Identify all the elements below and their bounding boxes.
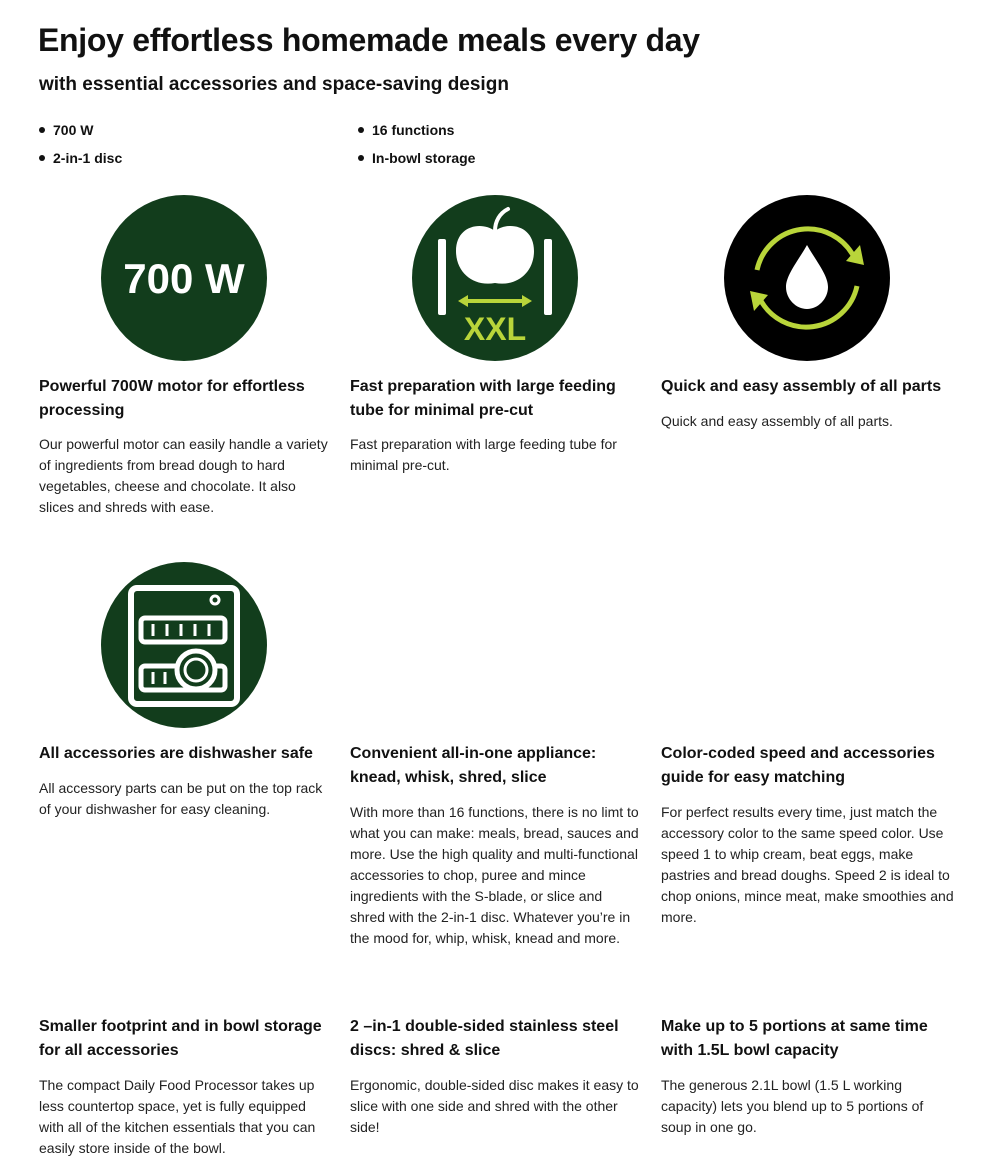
- feature-title: Make up to 5 portions at same time with 1.5L bowl capacity: [661, 1018, 928, 1059]
- motor-power-label: 700 W: [123, 255, 245, 302]
- feature-description: All accessory parts can be put on the top rack of your dishwasher for easy cleaning.: [39, 780, 323, 817]
- feature-description: Ergonomic, double-sided disc makes it easy to slice with one side and shred with the other side!: [350, 1077, 639, 1135]
- bullet-dot-icon: [358, 127, 364, 133]
- page-title: Enjoy effortless homemade meals every day: [38, 22, 700, 58]
- feature-description: For perfect results every time, just match the accessory color to the same speed color. Use speed 1 to whip cream, beat eggs, make pastries and bread doughs. Speed 2 is ideal to chop onions, mince meat, make smoothies and more.: [661, 804, 954, 925]
- bullet-dot-icon: [39, 127, 45, 133]
- spec-bullet-label: 16 functions: [372, 122, 455, 138]
- feature-title: All accessories are dishwasher safe: [39, 745, 313, 762]
- feature-title: Smaller footprint and in bowl storage for all accessories: [39, 1018, 322, 1059]
- spec-bullet: [39, 150, 122, 166]
- feature-title: Quick and easy assembly of all parts: [661, 378, 942, 395]
- bullet-dot-icon: [358, 155, 364, 161]
- spec-bullet: [358, 150, 475, 166]
- spec-bullet: [358, 122, 454, 138]
- xxl-feeding-tube-icon: [412, 195, 578, 361]
- xxl-label: XXL: [463, 311, 527, 347]
- feature-title: 2 –in-1 double-sided stainless steel discs: shred & slice: [350, 1018, 619, 1059]
- feature-description: Fast preparation with large feeding tube for minimal pre-cut.: [350, 436, 617, 473]
- feature-description: The compact Daily Food Processor takes up less countertop space, yet is fully equipped with all of the kitchen essentials that you can easily store inside of the bowl.: [39, 1077, 316, 1156]
- feature-description: Quick and easy assembly of all parts.: [661, 413, 893, 429]
- spec-bullet: [39, 122, 93, 138]
- feature-description: The generous 2.1L bowl (1.5 L working capacity) lets you blend up to 5 portions of soup in one go.: [661, 1077, 924, 1135]
- feature-description: With more than 16 functions, there is no limt to what you can make: meals, bread, sauces and more. Use the high quality and multi-functional accessories to chop, puree and mince ingredients with the S-blade, or slice and shred with the 2-in-1 disc. Whatever you’re in the mood for, whip, whisk, knead and more.: [350, 804, 639, 946]
- spec-bullet-label: 2-in-1 disc: [53, 150, 123, 166]
- motor-700w-icon: [101, 195, 267, 361]
- spec-bullet-label: In-bowl storage: [372, 150, 476, 166]
- feature-title: Powerful 700W motor for effortless processing: [39, 378, 305, 419]
- bullet-dot-icon: [39, 155, 45, 161]
- dishwasher-icon: [101, 562, 267, 728]
- page-subtitle: with essential accessories and space-saving design: [39, 74, 509, 95]
- feature-description: Our powerful motor can easily handle a variety of ingredients from bread dough to hard vegetables, cheese and chocolate. It also slices and shreds with ease.: [39, 436, 328, 515]
- spec-bullet-label: 700 W: [53, 122, 94, 138]
- cycle-water-drop-icon: [724, 195, 890, 361]
- feature-title: Fast preparation with large feeding tube for minimal pre-cut: [350, 378, 616, 419]
- feature-title: Color-coded speed and accessories guide for easy matching: [661, 745, 935, 786]
- feature-title: Convenient all-in-one appliance: knead, whisk, shred, slice: [350, 745, 597, 786]
